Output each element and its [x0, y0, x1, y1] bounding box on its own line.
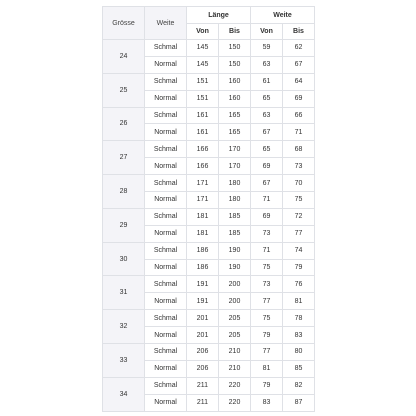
header-width-range: Weite: [251, 7, 315, 24]
length-to-cell: 200: [219, 293, 251, 310]
length-to-cell: 185: [219, 208, 251, 225]
length-from-cell: 181: [187, 208, 219, 225]
table-row: [103, 377, 315, 394]
fit-cell: Schmal: [145, 377, 187, 394]
header-length-from: Von: [187, 24, 219, 40]
size-cell: 32: [103, 310, 145, 344]
fit-cell: Normal: [145, 124, 187, 141]
width-to-cell: 68: [283, 141, 315, 158]
header-width: Weite: [145, 7, 187, 40]
length-from-cell: 201: [187, 327, 219, 344]
length-from-cell: 151: [187, 73, 219, 90]
width-from-cell: 75: [251, 310, 283, 327]
fit-cell: Schmal: [145, 175, 187, 192]
width-from-cell: 61: [251, 73, 283, 90]
width-to-cell: 74: [283, 242, 315, 259]
table-row: [103, 175, 315, 192]
width-from-cell: 67: [251, 175, 283, 192]
width-from-cell: 77: [251, 293, 283, 310]
length-from-cell: 186: [187, 242, 219, 259]
length-from-cell: 181: [187, 225, 219, 242]
width-from-cell: 83: [251, 394, 283, 411]
size-chart: [102, 6, 314, 412]
fit-cell: Schmal: [145, 242, 187, 259]
table-row: [103, 73, 315, 90]
fit-cell: Schmal: [145, 344, 187, 361]
length-from-cell: 161: [187, 107, 219, 124]
fit-cell: Normal: [145, 225, 187, 242]
width-from-cell: 75: [251, 259, 283, 276]
width-from-cell: 73: [251, 225, 283, 242]
table-row: [103, 344, 315, 361]
length-to-cell: 170: [219, 141, 251, 158]
length-to-cell: 205: [219, 310, 251, 327]
length-from-cell: 171: [187, 175, 219, 192]
length-to-cell: 190: [219, 242, 251, 259]
width-to-cell: 79: [283, 259, 315, 276]
width-to-cell: 69: [283, 90, 315, 107]
width-to-cell: 67: [283, 56, 315, 73]
length-to-cell: 220: [219, 394, 251, 411]
width-to-cell: 70: [283, 175, 315, 192]
fit-cell: Normal: [145, 259, 187, 276]
width-from-cell: 71: [251, 242, 283, 259]
width-to-cell: 81: [283, 293, 315, 310]
length-to-cell: 150: [219, 40, 251, 57]
table-row: [103, 276, 315, 293]
fit-cell: Schmal: [145, 73, 187, 90]
width-from-cell: 69: [251, 158, 283, 175]
fit-cell: Normal: [145, 90, 187, 107]
width-from-cell: 63: [251, 107, 283, 124]
width-to-cell: 64: [283, 73, 315, 90]
length-from-cell: 171: [187, 192, 219, 209]
length-to-cell: 160: [219, 90, 251, 107]
fit-cell: Schmal: [145, 276, 187, 293]
width-to-cell: 71: [283, 124, 315, 141]
fit-cell: Schmal: [145, 141, 187, 158]
width-to-cell: 87: [283, 394, 315, 411]
length-to-cell: 180: [219, 175, 251, 192]
table-body: [103, 40, 315, 412]
length-from-cell: 151: [187, 90, 219, 107]
width-to-cell: 78: [283, 310, 315, 327]
width-to-cell: 76: [283, 276, 315, 293]
length-from-cell: 211: [187, 377, 219, 394]
length-to-cell: 220: [219, 377, 251, 394]
header-length-to: Bis: [219, 24, 251, 40]
length-from-cell: 201: [187, 310, 219, 327]
width-from-cell: 69: [251, 208, 283, 225]
width-to-cell: 82: [283, 377, 315, 394]
width-to-cell: 66: [283, 107, 315, 124]
size-cell: 26: [103, 107, 145, 141]
width-from-cell: 77: [251, 344, 283, 361]
length-from-cell: 145: [187, 56, 219, 73]
width-from-cell: 79: [251, 377, 283, 394]
length-to-cell: 205: [219, 327, 251, 344]
length-from-cell: 191: [187, 293, 219, 310]
header-width-from: Von: [251, 24, 283, 40]
length-to-cell: 210: [219, 360, 251, 377]
size-cell: 24: [103, 40, 145, 74]
length-to-cell: 170: [219, 158, 251, 175]
length-to-cell: 180: [219, 192, 251, 209]
fit-cell: Normal: [145, 327, 187, 344]
width-from-cell: 79: [251, 327, 283, 344]
length-from-cell: 145: [187, 40, 219, 57]
length-from-cell: 166: [187, 158, 219, 175]
width-from-cell: 65: [251, 90, 283, 107]
width-to-cell: 75: [283, 192, 315, 209]
fit-cell: Schmal: [145, 107, 187, 124]
length-to-cell: 185: [219, 225, 251, 242]
width-to-cell: 77: [283, 225, 315, 242]
length-to-cell: 165: [219, 107, 251, 124]
width-from-cell: 73: [251, 276, 283, 293]
size-cell: 34: [103, 377, 145, 411]
size-cell: 28: [103, 175, 145, 209]
length-to-cell: 150: [219, 56, 251, 73]
width-from-cell: 81: [251, 360, 283, 377]
width-from-cell: 71: [251, 192, 283, 209]
length-from-cell: 161: [187, 124, 219, 141]
size-table: [102, 6, 315, 412]
length-from-cell: 191: [187, 276, 219, 293]
length-from-cell: 206: [187, 344, 219, 361]
size-cell: 29: [103, 208, 145, 242]
table-row: [103, 141, 315, 158]
fit-cell: Normal: [145, 192, 187, 209]
length-to-cell: 165: [219, 124, 251, 141]
header-length: Länge: [187, 7, 251, 24]
width-from-cell: 59: [251, 40, 283, 57]
length-to-cell: 160: [219, 73, 251, 90]
width-to-cell: 73: [283, 158, 315, 175]
size-cell: 30: [103, 242, 145, 276]
width-from-cell: 67: [251, 124, 283, 141]
table-row: [103, 310, 315, 327]
length-from-cell: 186: [187, 259, 219, 276]
size-cell: 31: [103, 276, 145, 310]
width-to-cell: 85: [283, 360, 315, 377]
header-size: Grösse: [103, 7, 145, 40]
table-row: [103, 107, 315, 124]
fit-cell: Schmal: [145, 208, 187, 225]
fit-cell: Normal: [145, 158, 187, 175]
table-row: [103, 242, 315, 259]
width-to-cell: 83: [283, 327, 315, 344]
width-to-cell: 72: [283, 208, 315, 225]
length-from-cell: 211: [187, 394, 219, 411]
width-from-cell: 65: [251, 141, 283, 158]
fit-cell: Normal: [145, 394, 187, 411]
header-width-to: Bis: [283, 24, 315, 40]
size-cell: 27: [103, 141, 145, 175]
table-row: [103, 208, 315, 225]
fit-cell: Normal: [145, 56, 187, 73]
table-row: [103, 40, 315, 57]
width-from-cell: 63: [251, 56, 283, 73]
length-to-cell: 200: [219, 276, 251, 293]
fit-cell: Normal: [145, 293, 187, 310]
length-from-cell: 166: [187, 141, 219, 158]
width-to-cell: 62: [283, 40, 315, 57]
length-from-cell: 206: [187, 360, 219, 377]
length-to-cell: 210: [219, 344, 251, 361]
size-cell: 25: [103, 73, 145, 107]
table-header: [103, 7, 315, 40]
fit-cell: Schmal: [145, 310, 187, 327]
fit-cell: Schmal: [145, 40, 187, 57]
width-to-cell: 80: [283, 344, 315, 361]
size-cell: 33: [103, 344, 145, 378]
fit-cell: Normal: [145, 360, 187, 377]
length-to-cell: 190: [219, 259, 251, 276]
